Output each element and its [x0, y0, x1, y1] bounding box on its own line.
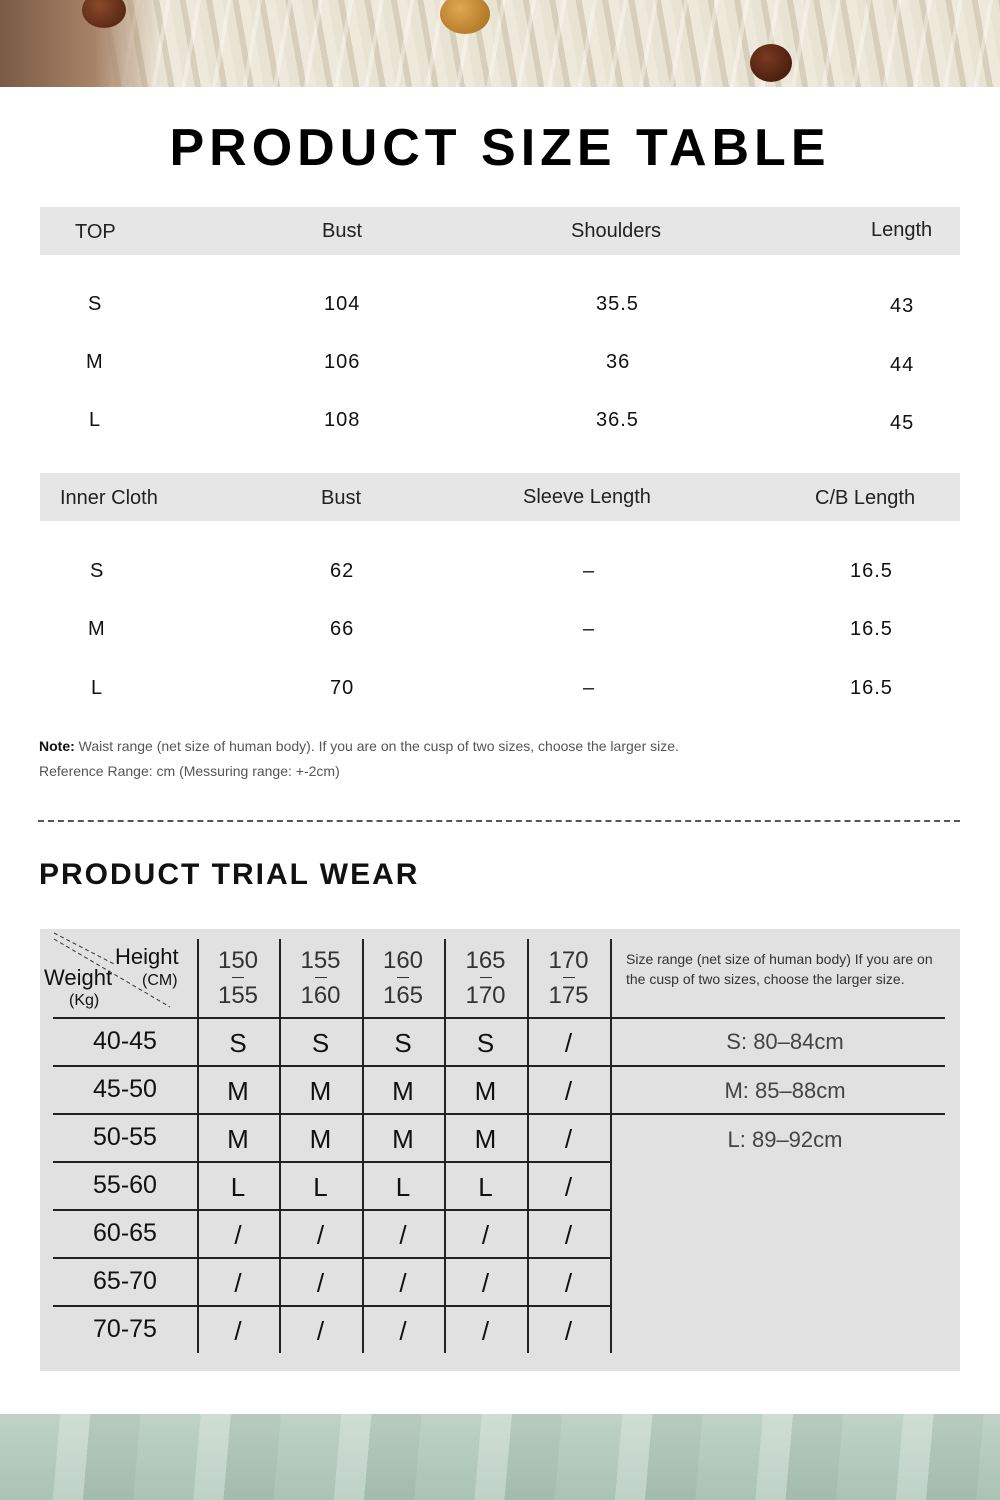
- height-to: 160: [300, 981, 341, 1009]
- size-range-m: M: 85–88cm: [724, 1078, 846, 1103]
- weight-range: 55-60: [93, 1170, 157, 1199]
- header-top: TOP: [75, 221, 116, 243]
- height-range-header: [444, 943, 527, 1013]
- header-sleeve-length: Sleeve Length: [523, 486, 651, 508]
- cell-sleeve: –: [583, 618, 596, 640]
- cell-bust: 106: [324, 351, 361, 373]
- height-range-header: [279, 943, 362, 1013]
- size-range-l: L: 89–92cm: [727, 1127, 843, 1152]
- corner-weight-unit: (Kg): [69, 992, 100, 1009]
- header-shoulders: Shoulders: [571, 220, 662, 242]
- size-recommendation: M: [474, 1123, 497, 1154]
- size-recommendation: M: [392, 1075, 414, 1106]
- size-recommendation: /: [564, 1075, 573, 1106]
- cell-cb-length: 16.5: [850, 677, 893, 699]
- size-recommendation: L: [230, 1171, 246, 1202]
- size-table-title: PRODUCT SIZE TABLE: [169, 119, 831, 177]
- cell-cb-length: 16.5: [850, 618, 893, 640]
- inner-row-l: [40, 677, 960, 717]
- cell-size: M: [88, 618, 106, 640]
- size-recommendation: S: [311, 1027, 330, 1058]
- height-from: 155: [300, 946, 341, 974]
- weight-range: 40-45: [93, 1026, 157, 1055]
- size-recommendation: /: [316, 1315, 325, 1346]
- cell-bust: 66: [330, 618, 355, 640]
- size-recommendation: /: [564, 1267, 573, 1298]
- product-photo-top: [0, 0, 1000, 87]
- cell-shoulders: 35.5: [596, 293, 639, 315]
- inner-table-header: [40, 473, 960, 521]
- size-range-note: Size range (net size of human body) If you are on the cusp of two sizes, choose the larger size.: [626, 951, 933, 987]
- section-divider: [38, 820, 960, 822]
- size-recommendation: /: [564, 1219, 573, 1250]
- size-recommendation: /: [234, 1315, 242, 1346]
- size-recommendation: M: [227, 1075, 249, 1106]
- corner-weight-label: Weight: [44, 965, 113, 990]
- size-recommendation: L: [395, 1171, 411, 1202]
- size-recommendation: L: [313, 1171, 328, 1202]
- range-dash: [232, 977, 244, 978]
- top-row-s: [40, 293, 960, 333]
- cell-sleeve: –: [583, 677, 596, 699]
- size-recommendation: M: [309, 1123, 332, 1154]
- size-recommendation: /: [399, 1219, 407, 1250]
- top-table-header: [40, 207, 960, 255]
- cell-bust: 108: [324, 409, 361, 431]
- wooden-bead: [440, 0, 490, 34]
- header-bust: Bust: [322, 220, 363, 242]
- weight-range: 60-65: [93, 1218, 157, 1247]
- size-recommendation: M: [309, 1075, 332, 1106]
- size-recommendation: L: [478, 1171, 493, 1202]
- trial-wear-table: [40, 929, 960, 1371]
- weight-range: 50-55: [93, 1122, 157, 1151]
- top-row-m: [40, 351, 960, 391]
- cell-sleeve: –: [583, 560, 596, 582]
- size-recommendation: M: [474, 1075, 497, 1106]
- height-from: 165: [465, 946, 506, 974]
- size-recommendation: S: [476, 1027, 495, 1058]
- size-recommendation: S: [394, 1027, 412, 1058]
- hair-detail: [0, 0, 160, 87]
- height-to: 165: [382, 981, 424, 1009]
- size-note: [39, 738, 679, 754]
- weight-range: 65-70: [93, 1266, 157, 1295]
- cell-size: M: [86, 351, 104, 373]
- size-recommendation: S: [229, 1027, 247, 1058]
- product-photo-bottom: [0, 1414, 1000, 1500]
- height-range-header: [197, 943, 279, 1013]
- height-from: 170: [548, 946, 589, 974]
- size-recommendation: /: [316, 1267, 325, 1298]
- header-cb-length: C/B Length: [815, 487, 916, 509]
- size-recommendation: /: [564, 1171, 573, 1202]
- grid-horizontal-line: [610, 1017, 945, 1019]
- cell-length: 43: [890, 295, 915, 317]
- note-label: Note:: [39, 738, 75, 754]
- cell-size: L: [89, 409, 102, 431]
- cell-size: S: [88, 293, 103, 315]
- size-recommendation: /: [481, 1267, 490, 1298]
- header-inner-cloth: Inner Cloth: [60, 487, 158, 509]
- size-recommendation: /: [564, 1027, 573, 1058]
- weight-range: 45-50: [93, 1074, 157, 1103]
- top-row-l: [40, 409, 960, 449]
- size-recommendation: M: [227, 1123, 249, 1154]
- wooden-bead: [750, 44, 792, 82]
- range-dash: [315, 977, 327, 978]
- cell-size: S: [90, 560, 105, 582]
- size-recommendation: /: [481, 1219, 490, 1250]
- height-to: 170: [465, 981, 506, 1009]
- inner-row-s: [40, 560, 960, 600]
- size-recommendation: /: [481, 1315, 490, 1346]
- cell-size: L: [91, 677, 104, 699]
- size-recommendation: /: [316, 1219, 325, 1250]
- cell-length: 45: [890, 412, 915, 434]
- header-length: Length: [871, 219, 933, 241]
- cell-bust: 70: [330, 677, 355, 699]
- note-text: Waist range (net size of human body). If you are on the cusp of two sizes, choose the larger size.: [74, 738, 679, 754]
- cell-cb-length: 16.5: [850, 560, 893, 582]
- range-dash: [563, 977, 575, 978]
- header-bust: Bust: [321, 487, 362, 509]
- size-recommendation: /: [234, 1219, 242, 1250]
- reference-range: Reference Range: cm (Messuring range: +-2cm): [39, 763, 340, 779]
- corner-height-label: Height: [115, 944, 179, 969]
- cell-shoulders: 36: [606, 351, 631, 373]
- size-recommendation: /: [564, 1123, 573, 1154]
- range-dash: [480, 977, 492, 978]
- height-to: 175: [548, 981, 589, 1009]
- inner-row-m: [40, 618, 960, 658]
- size-recommendation: /: [399, 1315, 407, 1346]
- cell-length: 44: [890, 354, 915, 376]
- height-from: 150: [217, 946, 259, 974]
- range-dash: [397, 977, 409, 978]
- size-recommendation: /: [564, 1315, 573, 1346]
- cell-bust: 104: [324, 293, 361, 315]
- cell-bust: 62: [330, 560, 355, 582]
- cell-shoulders: 36.5: [596, 409, 639, 431]
- corner-height-unit: (CM): [142, 972, 178, 989]
- height-to: 155: [217, 981, 259, 1009]
- weight-range: 70-75: [93, 1314, 157, 1343]
- size-recommendation: M: [392, 1123, 414, 1154]
- trial-wear-title: PRODUCT TRIAL WEAR: [39, 858, 420, 891]
- size-range-s: S: 80–84cm: [726, 1029, 844, 1054]
- size-recommendation: /: [399, 1267, 407, 1298]
- size-recommendation: /: [234, 1267, 242, 1298]
- height-from: 160: [382, 946, 424, 974]
- height-range-header: [362, 943, 444, 1013]
- height-range-header: [527, 943, 610, 1013]
